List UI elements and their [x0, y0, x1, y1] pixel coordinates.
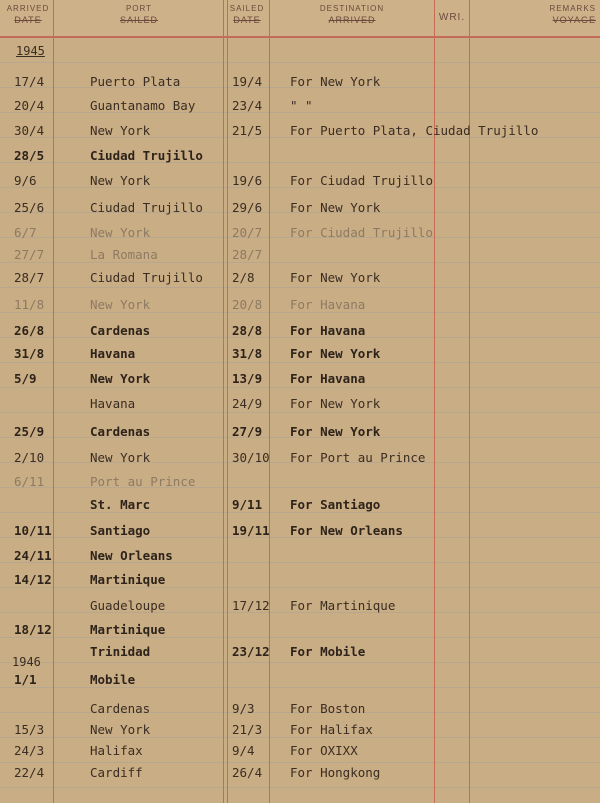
year-label: 1945	[16, 44, 45, 58]
arrived-date: 24/11	[14, 548, 52, 563]
destination: For Boston	[290, 701, 366, 716]
arrived-date: 25/9	[14, 424, 45, 439]
destination: For Havana	[290, 371, 366, 386]
sailed-date: 20/8	[232, 297, 263, 312]
port-name: New York	[90, 123, 151, 138]
arrived-date: 27/7	[14, 247, 45, 262]
port-name: Cardiff	[90, 765, 143, 780]
destination: For New York	[290, 270, 381, 285]
port-name: New York	[90, 297, 151, 312]
arrived-date: 22/4	[14, 765, 45, 780]
sailed-date: 27/9	[232, 424, 263, 439]
sailed-date: 17/12	[232, 598, 270, 613]
port-name: New York	[90, 450, 151, 465]
port-name: New York	[90, 371, 151, 386]
port-name: Ciudad Trujillo	[90, 148, 203, 163]
arrived-date: 10/11	[14, 523, 52, 538]
column-header	[0, 0, 600, 38]
sailed-date: 31/8	[232, 346, 263, 361]
sailed-date: 21/3	[232, 722, 263, 737]
arrived-date: 31/8	[14, 346, 45, 361]
port-name: Guadeloupe	[90, 598, 166, 613]
sailed-date: 23/12	[232, 644, 270, 659]
header-sailed: SAILED DATE	[229, 4, 265, 25]
port-name: Havana	[90, 396, 136, 411]
arrived-date: 2/10	[14, 450, 45, 465]
arrived-date: 14/12	[14, 572, 52, 587]
arrived-date: 28/7	[14, 270, 45, 285]
sailed-date: 19/6	[232, 173, 263, 188]
sailed-date: 9/3	[232, 701, 255, 716]
destination: For Santiago	[290, 497, 381, 512]
sailed-date: 26/4	[232, 765, 263, 780]
sailed-date: 28/8	[232, 323, 263, 338]
port-name: New York	[90, 225, 151, 240]
destination: For New York	[290, 74, 381, 89]
port-name: New Orleans	[90, 548, 173, 563]
header-remarks: REMARKS VOYAGE	[549, 4, 596, 25]
sailed-date: 29/6	[232, 200, 263, 215]
destination: For New York	[290, 396, 381, 411]
arrived-date: 1/1	[14, 672, 37, 687]
destination: For Puerto Plata, Ciudad Trujillo	[290, 123, 539, 138]
sailed-date: 13/9	[232, 371, 263, 386]
port-name: Puerto Plata	[90, 74, 181, 89]
port-name: Mobile	[90, 672, 136, 687]
arrived-date: 11/8	[14, 297, 45, 312]
sailed-date: 24/9	[232, 396, 263, 411]
arrived-date: 30/4	[14, 123, 45, 138]
destination: For Hongkong	[290, 765, 381, 780]
column-rule	[269, 0, 270, 803]
arrived-date: 28/5	[14, 148, 45, 163]
arrived-date: 15/3	[14, 722, 45, 737]
port-name: Halifax	[90, 743, 143, 758]
destination: For Martinique	[290, 598, 396, 613]
port-name: Guantanamo Bay	[90, 98, 196, 113]
sailed-date: 9/11	[232, 497, 263, 512]
arrived-date: 17/4	[14, 74, 45, 89]
port-name: Martinique	[90, 622, 166, 637]
header-port: PORT SAILED	[119, 4, 158, 25]
arrived-date: 18/12	[14, 622, 52, 637]
destination: For Havana	[290, 297, 366, 312]
sailed-date: 19/11	[232, 523, 270, 538]
sailed-date: 9/4	[232, 743, 255, 758]
port-name: Santiago	[90, 523, 151, 538]
column-rule	[53, 0, 54, 803]
destination: For New Orleans	[290, 523, 403, 538]
destination: For New York	[290, 200, 381, 215]
header-wri: WRI.	[438, 12, 466, 23]
year-label: 1946	[12, 655, 41, 669]
arrived-date: 6/7	[14, 225, 37, 240]
port-name: Ciudad Trujillo	[90, 270, 203, 285]
port-name: Martinique	[90, 572, 166, 587]
arrived-date: 5/9	[14, 371, 37, 386]
port-name: New York	[90, 173, 151, 188]
port-name: Ciudad Trujillo	[90, 200, 203, 215]
port-name: Havana	[90, 346, 136, 361]
sailed-date: 23/4	[232, 98, 263, 113]
destination: For Mobile	[290, 644, 366, 659]
destination: For Havana	[290, 323, 366, 338]
port-name: Cardenas	[90, 701, 151, 716]
destination: For OXIXX	[290, 743, 358, 758]
port-name: Cardenas	[90, 323, 151, 338]
sailed-date: 21/5	[232, 123, 263, 138]
arrived-date: 24/3	[14, 743, 45, 758]
column-rule	[223, 0, 228, 803]
arrived-date: 9/6	[14, 173, 37, 188]
port-name: New York	[90, 722, 151, 737]
arrived-date: 20/4	[14, 98, 45, 113]
destination: For New York	[290, 424, 381, 439]
header-destination: DESTINATION ARRIVED	[319, 4, 385, 25]
port-name: Cardenas	[90, 424, 151, 439]
destination: For Halifax	[290, 722, 373, 737]
sailed-date: 20/7	[232, 225, 263, 240]
destination: For Ciudad Trujillo	[290, 173, 433, 188]
arrived-date: 25/6	[14, 200, 45, 215]
arrived-date: 6/11	[14, 474, 45, 489]
port-name: St. Marc	[90, 497, 151, 512]
port-name: La Romana	[90, 247, 158, 262]
arrived-date: 26/8	[14, 323, 45, 338]
port-name: Port au Prince	[90, 474, 196, 489]
sailed-date: 30/10	[232, 450, 270, 465]
sailed-date: 2/8	[232, 270, 255, 285]
column-rule	[469, 0, 470, 803]
sailed-date: 28/7	[232, 247, 263, 262]
destination: For New York	[290, 346, 381, 361]
destination: For Port au Prince	[290, 450, 426, 465]
destination: For Ciudad Trujillo	[290, 225, 433, 240]
column-rule	[434, 0, 435, 803]
sailed-date: 19/4	[232, 74, 263, 89]
port-name: Trinidad	[90, 644, 151, 659]
destination: " "	[290, 98, 313, 113]
header-arrived: ARRIVED DATE	[6, 4, 50, 25]
